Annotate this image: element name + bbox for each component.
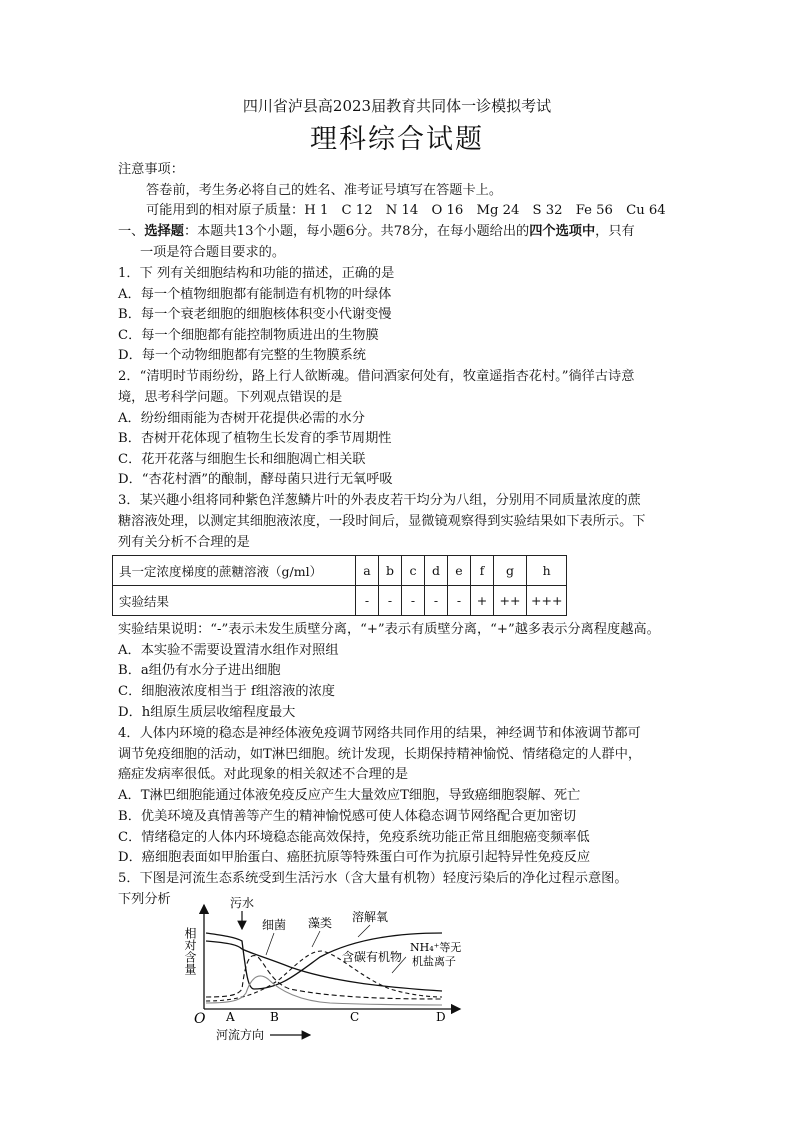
results-table <box>112 555 567 616</box>
x-axis-label: 河流方向 <box>216 1028 265 1042</box>
q3-stem-line1: 3．某兴趣小组将同种紫色洋葱鳞片叶的外表皮若干均分为八组，分别用不同质量浓度的蔗 <box>118 493 641 508</box>
x-tick-label: C <box>350 1010 360 1024</box>
q4-option-a: A．T淋巴细胞能通过体液免疫反应产生大量效应T细胞，导致癌细胞裂解、死亡 <box>118 788 581 803</box>
section-name: 选择题 <box>144 224 184 239</box>
leader-line <box>358 925 370 937</box>
table-cell: - <box>356 586 379 616</box>
table-header-cell: b <box>379 556 402 586</box>
table-header-cell: a <box>356 556 379 586</box>
exam-title: 理科综合试题 <box>310 124 484 155</box>
q2-option-c: C．花开花落与细胞生长和细胞凋亡相关联 <box>118 452 366 467</box>
q2-stem-line1: 2．“清明时节雨纷纷，路上行人欲断魂。借问酒家何处有，牧童遥指杏花村。”徜徉古诗意 <box>118 369 635 384</box>
q2-option-d: D．“杏花村酒”的酿制，酵母菌只进行无氧呼吸 <box>118 472 393 487</box>
sewage-label: 污水 <box>230 896 255 910</box>
section-desc-line2: 一项是符合题目要求的。 <box>140 245 286 260</box>
section-prefix: 一、 <box>118 224 145 239</box>
table-row <box>113 556 567 586</box>
table-row <box>113 586 567 616</box>
table-cell: + <box>471 586 494 616</box>
leader-line <box>266 933 274 955</box>
q1-option-c: C．每一个细胞都有能控制物质进出的生物膜 <box>118 328 379 343</box>
x-tick-label: B <box>270 1010 279 1024</box>
ions-label-line2: 机盐离子 <box>412 955 456 968</box>
q3-option-b: B．a组仍有水分子进出细胞 <box>118 663 281 678</box>
table-cell: ++ <box>494 586 527 616</box>
atomic-masses: 可能用到的相对原子质量：H 1 C 12 N 14 O 16 Mg 24 S 32 Fe 56 Cu 64 <box>146 203 666 218</box>
section-desc: ：本题共13个小题，每小题6分。共78分，在每小题给出的 <box>183 224 530 239</box>
q3-stem-line3: 列有关分析不合理的是 <box>118 535 250 550</box>
x-tick-label: A <box>226 1010 235 1024</box>
q2-option-b: B．杏树开花体现了植物生长发育的季节周期性 <box>118 431 392 446</box>
table-cell: +++ <box>527 586 567 616</box>
table-header-cell: g <box>494 556 527 586</box>
table-cell: - <box>379 586 402 616</box>
q3-option-d: D．h组原生质层收缩程度最大 <box>118 705 296 720</box>
q4-option-d: D．癌细胞表面如甲胎蛋白、癌胚抗原等特殊蛋白可作为抗原引起特异性免疫反应 <box>118 850 591 865</box>
curve-organic-carbon <box>206 941 442 991</box>
section-desc-end: ，只有 <box>595 224 635 239</box>
q3-result-note: 实验结果说明：“-”表示未发生质壁分离，“+”表示有质壁分离，“+”越多表示分离程度越高。 <box>118 622 660 637</box>
table-header-cell: f <box>471 556 494 586</box>
oxygen-label: 溶解氧 <box>352 910 389 924</box>
section-heading <box>118 222 635 242</box>
x-tick-label: D <box>436 1010 446 1024</box>
bacteria-label: 细菌 <box>262 918 287 932</box>
curve-bacteria <box>206 956 442 999</box>
table-cell: - <box>402 586 425 616</box>
table-row-label: 具一定浓度梯度的蔗糖溶液（g/ml） <box>113 556 356 586</box>
table-header-cell: c <box>402 556 425 586</box>
table-cell: - <box>425 586 448 616</box>
q1-stem: 1．下 列有关细胞结构和功能的描述，正确的是 <box>118 266 395 281</box>
ions-label-line1: NH₄⁺等无 <box>410 941 462 954</box>
q4-option-b: B．优美环境及真情善等产生的精神愉悦感可使人体稳态调节网络配合更加密切 <box>118 809 577 824</box>
q1-option-b: B．每一个衰老细胞的细胞核体积变小代谢变慢 <box>118 307 392 322</box>
q2-option-a: A．纷纷细雨能为杏树开花提供必需的水分 <box>118 411 365 426</box>
origin-label: O <box>194 1011 206 1027</box>
river-purification-diagram <box>180 893 480 1043</box>
q3-option-a: A．本实验不需要设置清水组作对照组 <box>118 643 339 658</box>
table-header-cell: h <box>527 556 567 586</box>
q5-stem-line2: 下列分析 <box>118 892 171 907</box>
q1-option-a: A．每一个植物细胞都有能制造有机物的叶绿体 <box>118 287 392 302</box>
q2-stem-line2: 境，思考科学问题。下列观点错误的是 <box>118 390 343 405</box>
notes-line: 答卷前，考生务必将自己的姓名、准考证号填写在答题卡上。 <box>146 183 503 198</box>
organic-label: 含碳有机物 <box>342 950 403 964</box>
table-cell: - <box>448 586 471 616</box>
table-header-cell: d <box>425 556 448 586</box>
y-axis-label: 相对含量 <box>183 927 197 975</box>
notes-heading: 注意事项： <box>118 162 184 177</box>
curve-dissolved-oxygen <box>206 933 442 989</box>
section-desc-bold: 四个选项中 <box>529 224 596 239</box>
table-row-label: 实验结果 <box>113 586 356 616</box>
algae-label: 藻类 <box>308 916 333 930</box>
q4-stem-line3: 癌症发病率很低。对此现象的相关叙述不合理的是 <box>118 767 409 782</box>
q4-stem-line1: 4．人体内环境的稳态是神经体液免疫调节网络共同作用的结果，神经调节和体液调节都可 <box>118 726 641 741</box>
q4-option-c: C．情绪稳定的人体内环境稳态能高效保持，免疫系统功能正常且细胞癌变频率低 <box>118 830 590 845</box>
table-header-cell: e <box>448 556 471 586</box>
exam-subtitle: 四川省泸县高2023届教育共同体一诊模拟考试 <box>242 97 552 115</box>
q4-stem-line2: 调节免疫细胞的活动，如T淋巴细胞。统计发现，长期保持精神愉悦、情绪稳定的人群中， <box>118 747 642 762</box>
leader-line <box>312 931 320 947</box>
q3-option-c: C．细胞液浓度相当于 f组溶液的浓度 <box>118 684 335 699</box>
q1-option-d: D．每一个动物细胞都有完整的生物膜系统 <box>118 348 366 363</box>
q3-stem-line2: 糖溶液处理，以测定其细胞液浓度，一段时间后，显微镜观察得到实验结果如下表所示。下 <box>118 514 646 529</box>
q5-stem-line1: 5．下图是河流生态系统受到生活污水（含大量有机物）轻度污染后的净化过程示意图。 <box>118 871 628 886</box>
